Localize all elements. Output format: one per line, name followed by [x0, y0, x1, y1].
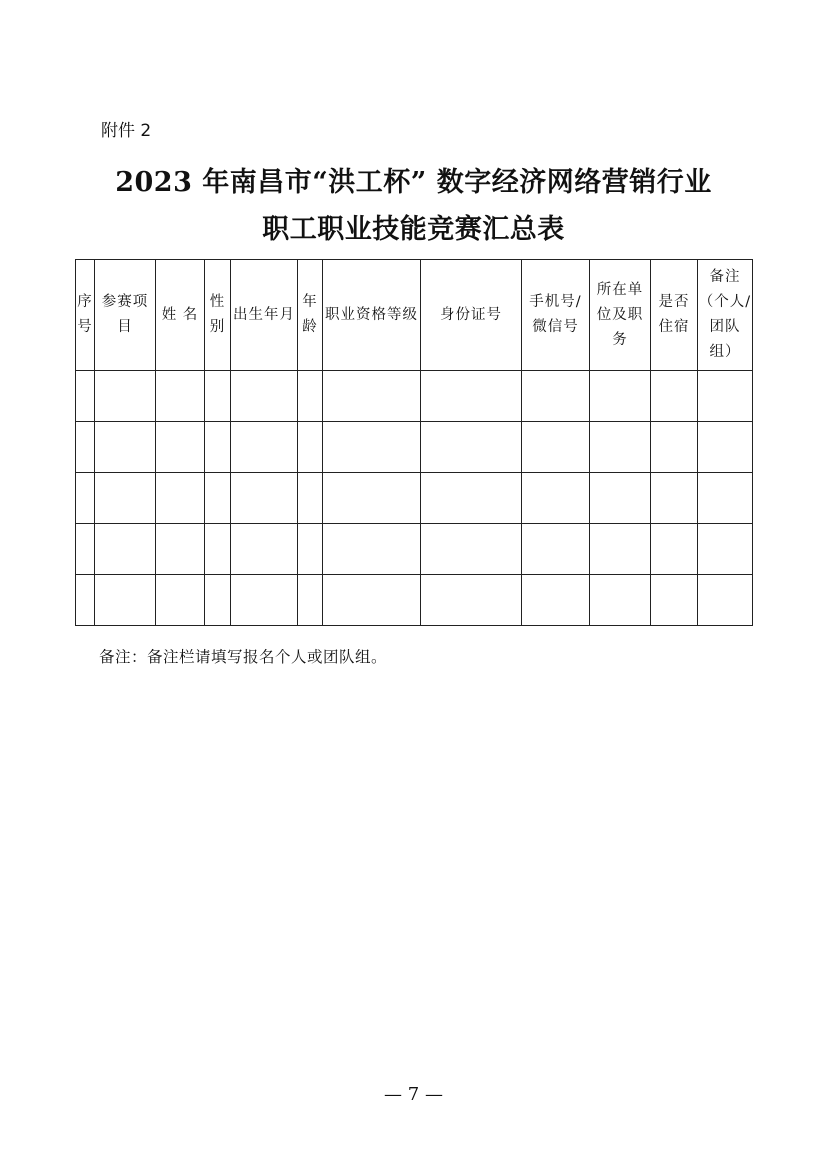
- table-cell: [421, 473, 522, 524]
- header-phone-wechat: 手机号/微信号: [522, 260, 590, 371]
- table-cell: [323, 422, 421, 473]
- table-row: [76, 422, 753, 473]
- table-cell: [205, 473, 231, 524]
- header-serial-number: 序号: [76, 260, 95, 371]
- table-cell: [298, 371, 323, 422]
- table-cell: [522, 473, 590, 524]
- table-cell: [156, 524, 205, 575]
- header-event: 参赛项目: [95, 260, 156, 371]
- table-cell: [95, 422, 156, 473]
- table-cell: [205, 575, 231, 626]
- table-cell: [205, 422, 231, 473]
- table-cell: [698, 371, 753, 422]
- table-cell: [76, 371, 95, 422]
- header-accommodation: 是否住宿: [651, 260, 698, 371]
- table-row: [76, 575, 753, 626]
- table-cell: [323, 524, 421, 575]
- table-cell: [76, 422, 95, 473]
- table-cell: [231, 422, 298, 473]
- table-cell: [298, 473, 323, 524]
- table-cell: [298, 575, 323, 626]
- table-cell: [651, 575, 698, 626]
- table-cell: [698, 422, 753, 473]
- table-cell: [522, 422, 590, 473]
- table-cell: [156, 371, 205, 422]
- footnote: 备注：备注栏请填写报名个人或团队组。: [99, 648, 388, 666]
- table-row: [76, 524, 753, 575]
- page-number: — 7 —: [384, 1084, 443, 1105]
- table-row: [76, 371, 753, 422]
- summary-table: [75, 259, 753, 626]
- table-cell: [698, 473, 753, 524]
- table-cell: [590, 524, 651, 575]
- table-cell: [156, 575, 205, 626]
- table-cell: [698, 524, 753, 575]
- table-cell: [205, 524, 231, 575]
- table-cell: [590, 371, 651, 422]
- table-cell: [95, 371, 156, 422]
- table-cell: [590, 473, 651, 524]
- table-cell: [421, 371, 522, 422]
- table-cell: [651, 371, 698, 422]
- table-cell: [231, 524, 298, 575]
- header-employer-position: 所在单位及职务: [590, 260, 651, 371]
- table-cell: [76, 524, 95, 575]
- table-cell: [95, 524, 156, 575]
- document-title-line-1: 2023 年南昌市“洪工杯” 数字经济网络营销行业: [115, 167, 712, 198]
- table-cell: [421, 422, 522, 473]
- table-cell: [95, 473, 156, 524]
- table-cell: [522, 371, 590, 422]
- header-remarks: 备注（个人/团队组）: [698, 260, 753, 371]
- table-cell: [522, 575, 590, 626]
- table-cell: [323, 575, 421, 626]
- document-title-line-2: 职工职业技能竞赛汇总表: [262, 214, 565, 245]
- header-birth-date: 出生年月: [231, 260, 298, 371]
- table-cell: [651, 422, 698, 473]
- table-row: [76, 473, 753, 524]
- table-cell: [231, 473, 298, 524]
- header-name: 姓 名: [156, 260, 205, 371]
- table-cell: [590, 575, 651, 626]
- table-cell: [298, 422, 323, 473]
- table-cell: [698, 575, 753, 626]
- table-cell: [205, 371, 231, 422]
- table-cell: [231, 371, 298, 422]
- table-cell: [421, 575, 522, 626]
- header-id-number: 身份证号: [421, 260, 522, 371]
- table-cell: [231, 575, 298, 626]
- table-cell: [156, 422, 205, 473]
- header-gender: 性别: [205, 260, 231, 371]
- header-qualification: 职业资格等级: [323, 260, 421, 371]
- table-cell: [323, 371, 421, 422]
- table-header-row: [76, 260, 753, 371]
- table-cell: [298, 524, 323, 575]
- header-age: 年龄: [298, 260, 323, 371]
- table-cell: [522, 524, 590, 575]
- table-cell: [590, 422, 651, 473]
- table-cell: [651, 524, 698, 575]
- table-cell: [76, 575, 95, 626]
- table-cell: [651, 473, 698, 524]
- table-cell: [76, 473, 95, 524]
- table-cell: [323, 473, 421, 524]
- attachment-label: 附件 2: [101, 121, 152, 141]
- table-cell: [421, 524, 522, 575]
- table-cell: [156, 473, 205, 524]
- table-cell: [95, 575, 156, 626]
